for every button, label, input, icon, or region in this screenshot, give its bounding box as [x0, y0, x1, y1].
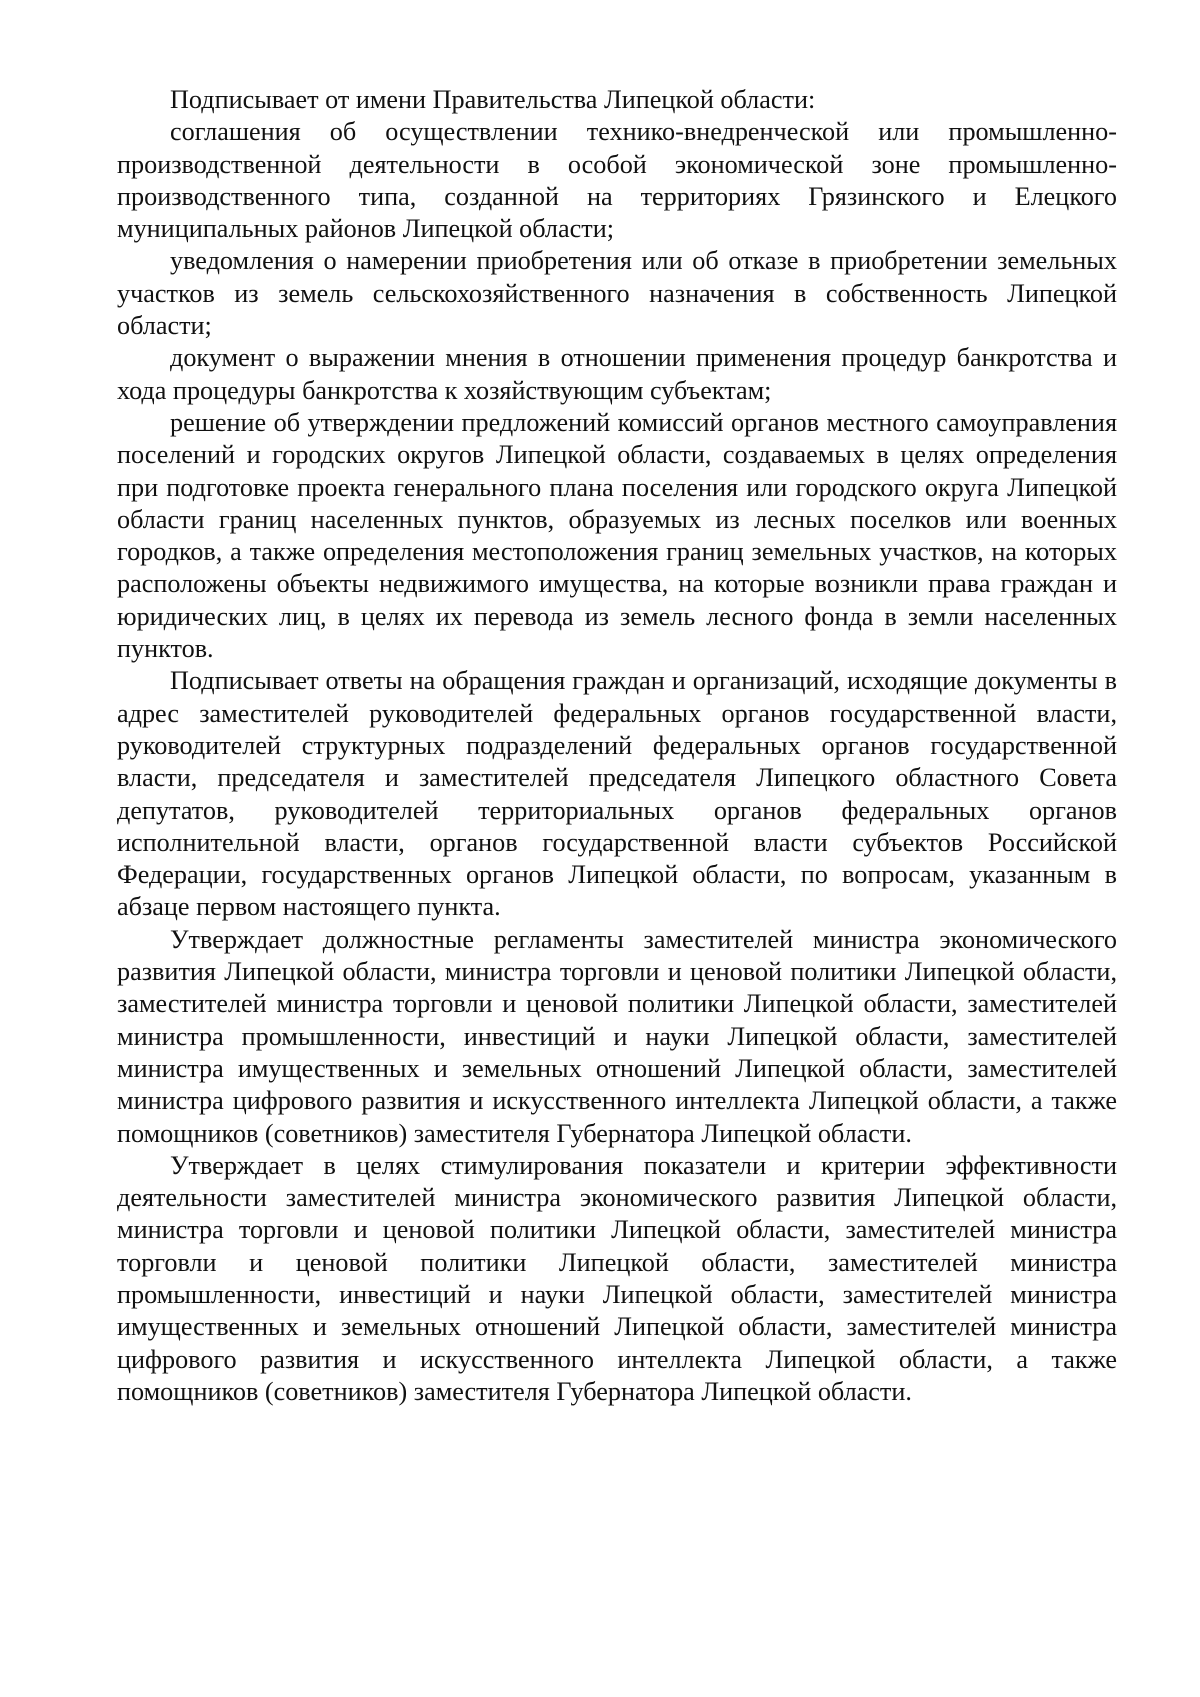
paragraph-commission-proposals: решение об утверждении предложений комиссий органов местного самоуправления поселений и городских округов Липецкой области, создаваемых в целях определения при подготовке проекта генерального плана поселения или городского округа Липецкой области границ населенных пунктов, образуемых из лесных поселков или военных городков, а также определения местоположения границ земельных участков, на которых расположены объекты недвижимого имущества, на которые возникли права граждан и юридических лиц, в целях их перевода из земель лесного фонда в земли населенных пунктов. [117, 407, 1117, 664]
paragraph-sez-agreements: соглашения об осуществлении технико-внедренческой или промышленно-производственной деятельности в особой экономической зоне промышленно-производственного типа, созданной на территориях Грязинского и Елецкого муниципальных районов Липецкой области; [117, 117, 1117, 244]
paragraph-signs-replies: Подписывает ответы на обращения граждан и организаций, исходящие документы в адрес заместителей руководителей федеральных органов государственной власти, руководителей структурных подразделений федеральных органов государственной власти, председателя и заместителей председателя Липецкого областного Совета депутатов, руководителей территориальных органов федеральных органов исполнительной власти, органов государственной власти субъектов Российской Федерации, государственных органов Липецкой области, по вопросам, указанным в абзаце первом настоящего пункта. [117, 666, 1117, 922]
paragraph-approves-criteria: Утверждает в целях стимулирования показатели и критерии эффективности деятельности заместителей министра экономического развития Липецкой области, министра торговли и ценовой политики Липецкой области, заместителей министра торговли и ценовой политики Липецкой области, заместителей министра промышленности, инвестиций и науки Липецкой области, заместителей министра имущественных и земельных отношений Липецкой области, заместителей министра цифрового развития и искусственного интеллекта Липецкой области, а также помощников (советников) заместителя Губернатора Липецкой области. [117, 1150, 1117, 1406]
paragraph-land-notifications: уведомления о намерении приобретения или об отказе в приобретении земельных участков из земель сельскохозяйственного назначения в собственность Липецкой области; [117, 246, 1117, 341]
paragraph-bankruptcy-opinion: документ о выражении мнения в отношении применения процедур банкротства и хода процедуры банкротства к хозяйствующим субъектам; [117, 343, 1117, 405]
paragraph-approves-regulations: Утверждает должностные регламенты заместителей министра экономического развития Липецкой области, министра торговли и ценовой политики Липецкой области, заместителей министра торговли и ценовой политики Липецкой области, заместителей министра промышленности, инвестиций и науки Липецкой области, заместителей министра имущественных и земельных отношений Липецкой области, заместителей министра цифрового развития и искусственного интеллекта Липецкой области, а также помощников (советников) заместителя Губернатора Липецкой области. [117, 924, 1117, 1148]
paragraph-signs-on-behalf: Подписывает от имени Правительства Липецкой области: [170, 85, 816, 114]
document-body [117, 84, 1117, 1408]
